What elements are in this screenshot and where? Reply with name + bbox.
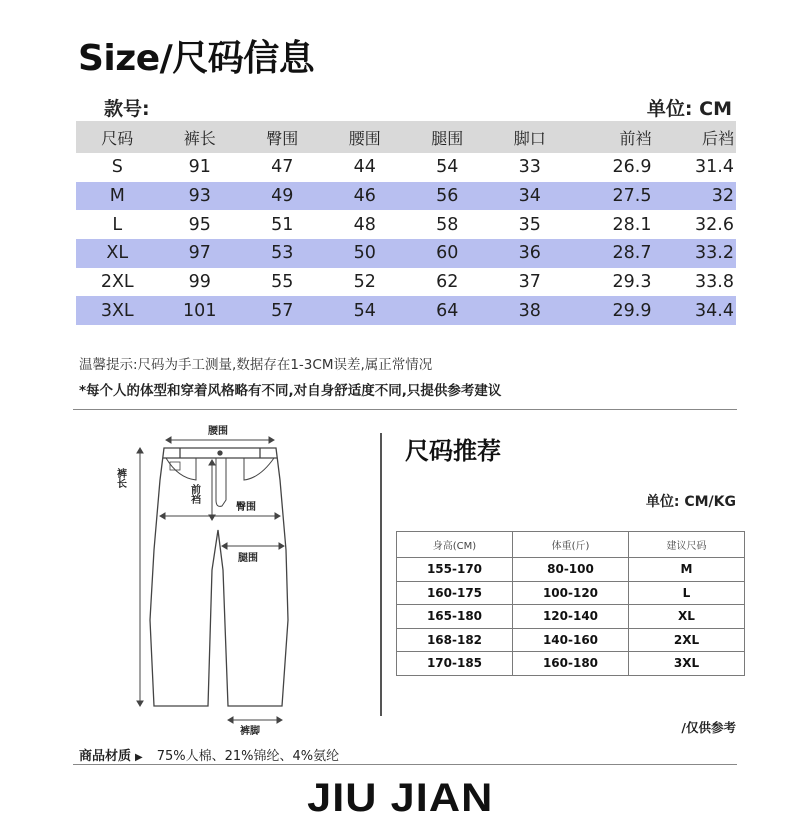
table-cell: 91 xyxy=(188,157,211,178)
measurement-notice: 温馨提示:尺码为手工测量,数据存在1-3CM误差,属正常情况 xyxy=(79,357,433,373)
table-cell: 97 xyxy=(159,239,242,268)
table-cell: XL xyxy=(629,605,745,629)
size-table-header-row xyxy=(76,121,736,153)
table-cell: XL xyxy=(76,239,159,268)
table-row xyxy=(76,239,736,268)
table-cell: 51 xyxy=(271,214,294,235)
table-cell: 52 xyxy=(353,272,376,293)
divider-bottom xyxy=(73,764,737,765)
brand-logo xyxy=(0,776,800,821)
table-cell: 168-182 xyxy=(397,628,513,652)
table-cell: 62 xyxy=(436,272,459,293)
table-cell: 57 xyxy=(241,296,324,325)
table-cell: S xyxy=(111,157,123,178)
pants-outline xyxy=(150,448,288,706)
table-cell: 49 xyxy=(241,182,324,211)
table-cell: L xyxy=(629,581,745,605)
table-cell: 33.2 xyxy=(654,239,737,268)
table-cell: 165-180 xyxy=(397,605,513,629)
table-row xyxy=(397,652,745,676)
recommend-header-row xyxy=(397,532,745,558)
reference-note: /仅供参考 xyxy=(681,720,736,735)
table-cell: 48 xyxy=(353,214,376,235)
table-cell: 44 xyxy=(353,157,376,178)
header-hip: 臀围 xyxy=(241,121,324,153)
table-cell: 33 xyxy=(518,157,541,178)
table-cell: M xyxy=(76,182,159,211)
table-cell: 160-175 xyxy=(397,581,513,605)
diagram-label-length: 裤长 xyxy=(114,468,126,488)
arrow-right-icon: ▶ xyxy=(135,752,143,763)
header-height: 身高(CM) xyxy=(397,532,513,558)
table-cell: 64 xyxy=(406,296,489,325)
table-cell: 54 xyxy=(324,296,407,325)
table-cell: 95 xyxy=(188,214,211,235)
table-cell: 38 xyxy=(489,296,572,325)
table-cell: 47 xyxy=(271,157,294,178)
table-cell: 56 xyxy=(406,182,489,211)
diagram-label-waist: 腰围 xyxy=(208,426,228,437)
table-cell: 28.7 xyxy=(571,239,654,268)
table-cell: 34 xyxy=(489,182,572,211)
table-cell: 2XL xyxy=(100,272,134,293)
table-cell: 60 xyxy=(406,239,489,268)
table-cell: 155-170 xyxy=(397,558,513,582)
divider-top xyxy=(73,409,737,410)
table-cell: 26.9 xyxy=(612,157,652,178)
table-cell: M xyxy=(629,558,745,582)
material-line xyxy=(79,745,339,764)
table-cell: 37 xyxy=(518,272,541,293)
table-cell: 80-100 xyxy=(513,558,629,582)
header-thigh: 腿围 xyxy=(406,121,489,153)
table-cell: 31.4 xyxy=(695,157,734,178)
diagram-label-thigh: 腿围 xyxy=(238,553,258,564)
material-value: 75%人棉、21%锦纶、4%氨纶 xyxy=(156,749,340,764)
table-cell: 58 xyxy=(436,214,459,235)
header-back-rise: 后裆 xyxy=(654,121,737,153)
table-row xyxy=(397,558,745,582)
table-cell: 32.6 xyxy=(695,214,734,235)
table-cell: 3XL xyxy=(76,296,159,325)
header-length: 裤长 xyxy=(159,121,242,153)
table-row xyxy=(76,296,736,325)
diagram-label-hip: 臀围 xyxy=(236,502,256,513)
table-row xyxy=(76,268,736,297)
diagram-label-hem: 裤脚 xyxy=(240,726,260,737)
pants-diagram xyxy=(110,420,310,740)
header-hem: 脚口 xyxy=(489,121,572,153)
table-cell: 32 xyxy=(654,182,737,211)
unit-label: 单位: CM xyxy=(646,98,732,120)
table-cell: 50 xyxy=(324,239,407,268)
header-suggested-size: 建议尺码 xyxy=(629,532,745,558)
table-cell: 3XL xyxy=(629,652,745,676)
table-row xyxy=(397,581,745,605)
table-cell: 170-185 xyxy=(397,652,513,676)
table-cell: 35 xyxy=(518,214,541,235)
table-cell: 27.5 xyxy=(571,182,654,211)
fit-notice: *每个人的体型和穿着风格略有不同,对自身舒适度不同,只提供参考建议 xyxy=(79,383,502,399)
header-weight: 体重(斤) xyxy=(513,532,629,558)
table-cell: L xyxy=(112,214,123,235)
table-cell: 54 xyxy=(436,157,459,178)
section-divider xyxy=(380,433,382,716)
recommend-unit: 单位: CM/KG xyxy=(645,494,736,510)
page-title: Size/尺码信息 xyxy=(78,38,315,79)
material-label: 商品材质 xyxy=(79,749,132,764)
table-row xyxy=(76,182,736,211)
header-front-rise: 前裆 xyxy=(571,121,654,153)
table-cell: 34.4 xyxy=(654,296,737,325)
style-number-label: 款号: xyxy=(104,98,150,120)
table-cell: 29.3 xyxy=(612,272,652,293)
table-cell: 99 xyxy=(188,272,211,293)
brand-name: JIU JIAN xyxy=(306,776,494,820)
table-cell: 93 xyxy=(159,182,242,211)
table-cell: 46 xyxy=(324,182,407,211)
table-cell: 36 xyxy=(489,239,572,268)
table-cell: 160-180 xyxy=(513,652,629,676)
table-cell: 120-140 xyxy=(513,605,629,629)
table-row xyxy=(76,153,736,182)
table-cell: 2XL xyxy=(629,628,745,652)
table-cell: 55 xyxy=(271,272,294,293)
table-row xyxy=(397,628,745,652)
table-cell: 33.8 xyxy=(695,272,734,293)
table-cell: 29.9 xyxy=(571,296,654,325)
table-row xyxy=(397,605,745,629)
table-cell: 53 xyxy=(241,239,324,268)
table-cell: 101 xyxy=(159,296,242,325)
table-row xyxy=(76,210,736,239)
header-waist: 腰围 xyxy=(324,121,407,153)
diagram-label-front-rise: 前裆 xyxy=(188,484,200,504)
table-cell: 140-160 xyxy=(513,628,629,652)
size-table xyxy=(76,121,736,325)
table-cell: 100-120 xyxy=(513,581,629,605)
header-size: 尺码 xyxy=(76,121,159,153)
table-cell: 28.1 xyxy=(612,214,652,235)
recommend-title: 尺码推荐 xyxy=(405,437,501,465)
recommend-table xyxy=(396,531,745,676)
